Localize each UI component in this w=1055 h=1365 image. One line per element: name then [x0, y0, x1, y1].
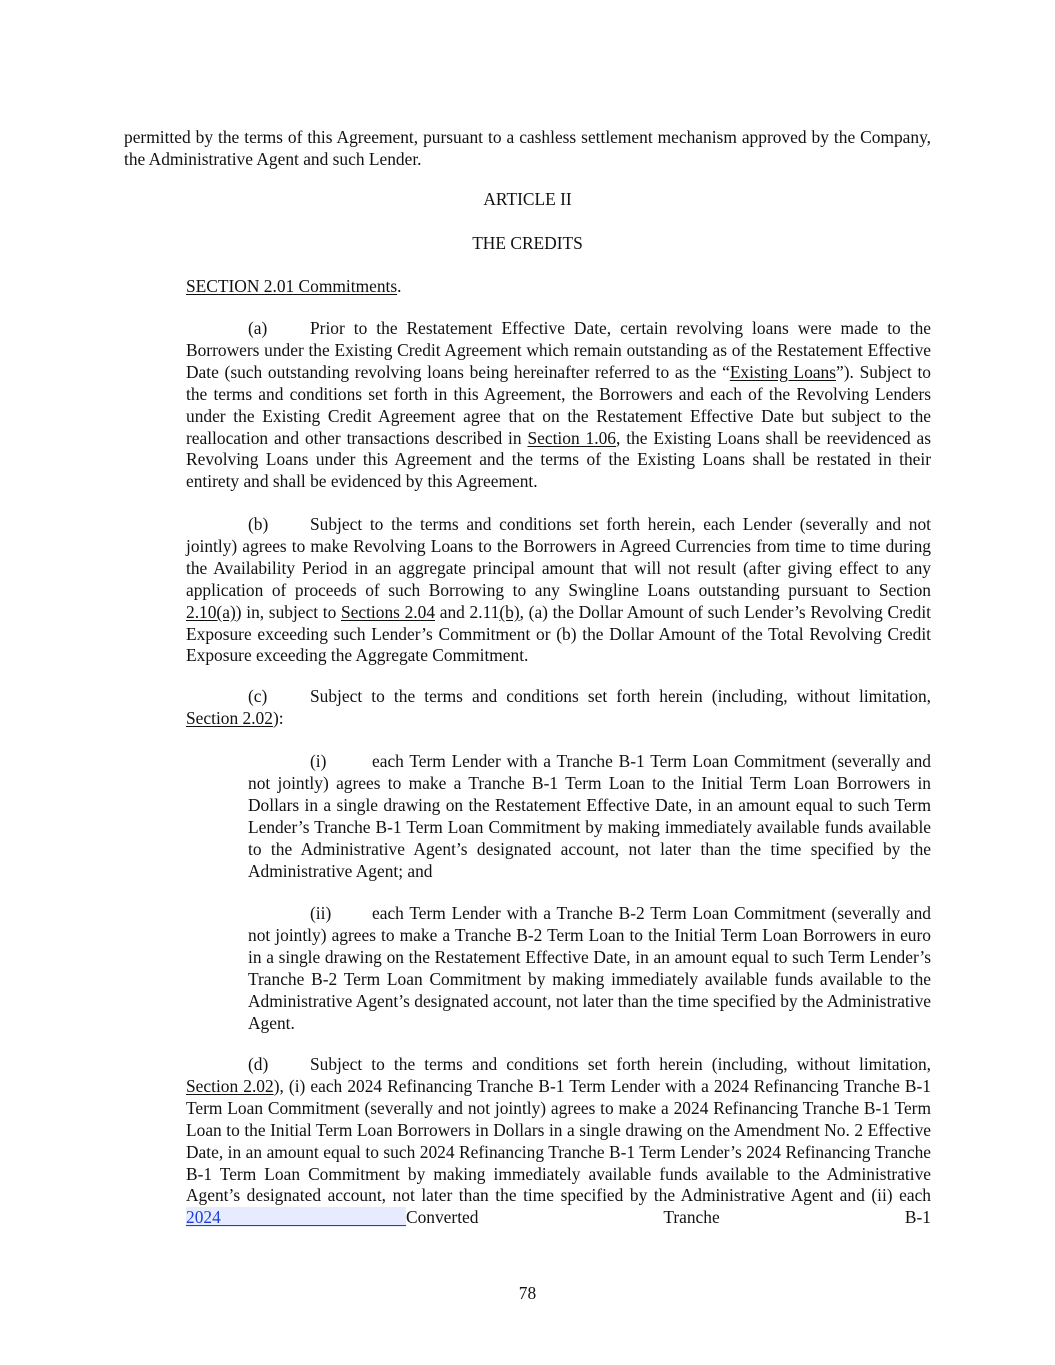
- article-number: [124, 189, 931, 211]
- paragraph-d-text-3: Converted Tranche B-1: [406, 1207, 931, 1228]
- article-title-text: THE CREDITS: [472, 233, 583, 253]
- paragraph-b-text-4: , (a) the Dollar Amount of such Lender’s Revolving Credit Exposure exceeding such Lender’s Commitment or (b) the Dollar Amount of the Total Revolving Credit Exposure exceeding the Aggregate Commitment.: [186, 601, 932, 666]
- paragraph-d: [186, 1054, 931, 1229]
- paragraph-a-label: (a): [248, 318, 268, 338]
- paragraph-c-label: (c): [248, 686, 268, 706]
- section-2-02-link-d[interactable]: Section 2.02: [186, 1075, 274, 1096]
- section-2-02-link[interactable]: Section 2.02: [186, 707, 273, 728]
- paragraph-c-i-text: each Term Lender with a Tranche B-1 Term Loan Commitment (severally and not jointly) agrees to make a Tranche B-1 Term Loan to the Initial Term Loan Borrowers in Dollars in a single drawing on the Restatement Effective Date, in an amount equal to such Term Lender’s Tranche B-1 Term Loan Commitment by making immediately available funds available to the Administrative Agent’s designated account, not later than the time specified by the Administrative Agent; and: [248, 751, 931, 881]
- 2024-highlighted-link[interactable]: 2024: [186, 1207, 406, 1228]
- section-1-06-link[interactable]: Section 1.06: [527, 427, 616, 448]
- section-heading-punct: .: [397, 276, 402, 296]
- paragraph-a-text-2: ”). Subject to the terms and conditions set forth in this Agreement, the Borrowers and each of the Revolving Lenders under the Existing Credit Agreement agree that on the Restatement Effective Date but subject to the reallocation and other transactions described in: [186, 361, 931, 448]
- paragraph-c: [186, 686, 931, 730]
- article-number-text: ARTICLE II: [483, 189, 572, 209]
- article-title: [124, 233, 931, 255]
- paragraph-b-label: (b): [248, 514, 269, 534]
- paragraph-d-text-2: ), (i) each 2024 Refinancing Tranche B-1 Term Lender with a 2024 Refinancing Tranche B-1 Term Loan Commitment (severally and not jointly) agrees to make a 2024 Refinancing Tranche B-1 Term Loan to the Initial Term Loan Borrowers in Dollars in a single drawing on the Amendment No. 2 Effective Date, in an amount equal to such 2024 Refinancing Tranche B-1 Term Lender’s 2024 Refinancing Tranche B-1 Term Loan Commitment by making immediately available funds available to the Administrative Agent’s designated account, not later than the time specified by the Administrative Agent and (ii) each: [186, 1075, 931, 1206]
- paragraph-b-text-3: and 2.11: [435, 601, 500, 622]
- paragraph-c-text-1: Subject to the terms and conditions set forth herein (including, without limitation,: [310, 686, 931, 706]
- page-number: 78: [518, 1283, 537, 1303]
- paragraph-c-ii: [248, 903, 931, 1034]
- existing-loans-link[interactable]: Existing Loans: [729, 361, 836, 382]
- section-heading-link[interactable]: SECTION 2.01 Commitments: [186, 276, 398, 296]
- paragraph-d-text-1: Subject to the terms and conditions set forth herein (including, without limitation,: [310, 1054, 931, 1074]
- page-footer: [124, 1283, 931, 1305]
- paragraph-a-text-1: Prior to the Restatement Effective Date, certain revolving loans were made to the Borrowers under the Existing Credit Agreement which remain outstanding as of the Restatement Effective Date (such outstanding revolving loans being hereinafter referred to as the “: [186, 318, 931, 382]
- section-2-10a-link[interactable]: 2.10(a): [186, 601, 236, 622]
- paragraph-a: [186, 318, 931, 493]
- paragraph-c-ii-label: (ii): [310, 903, 332, 923]
- paragraph-b-text-2: ) in, subject to: [235, 601, 341, 622]
- sections-2-04-link[interactable]: Sections 2.04: [340, 601, 436, 622]
- paragraph-c-ii-text: each Term Lender with a Tranche B-2 Term Loan Commitment (severally and not jointly) agrees to make a Tranche B-2 Term Loan to the Initial Term Loan Borrowers in euro in a single drawing on the Restatement Effective Date, in an amount equal to such Term Lender’s Tranche B-2 Term Loan Commitment by making immediately available funds available to the Administrative Agent’s designated account, not later than the time specified by the Administrative Agent.: [248, 903, 931, 1033]
- section-2-11b-link[interactable]: (b): [499, 601, 520, 622]
- paragraph-c-text-2: ):: [272, 707, 284, 728]
- paragraph-b-text-1: Subject to the terms and conditions set forth herein, each Lender (severally and not jointly) agrees to make Revolving Loans to the Borrowers in Agreed Currencies from time to time during the Availability Period in an aggregate principal amount that will not result (after giving effect to any application of proceeds of such Borrowing to any Swingline Loans outstanding pursuant to Section: [186, 514, 931, 600]
- section-heading: [186, 276, 931, 298]
- paragraph-c-i-label: (i): [310, 751, 327, 771]
- paragraph-d-label: (d): [248, 1054, 269, 1074]
- intro-paragraph: [124, 127, 931, 171]
- intro-text: permitted by the terms of this Agreement, pursuant to a cashless settlement mechanism approved by the Company, the Administrative Agent and such Lender.: [124, 127, 931, 169]
- paragraph-c-i: [248, 751, 931, 882]
- paragraph-b: [186, 514, 931, 667]
- paragraph-a-text-3: , the Existing Loans shall be reevidenced as Revolving Loans under this Agreement and the terms of the Existing Loans shall be restated in their entirety and shall be evidenced by this Agreement.: [186, 427, 932, 492]
